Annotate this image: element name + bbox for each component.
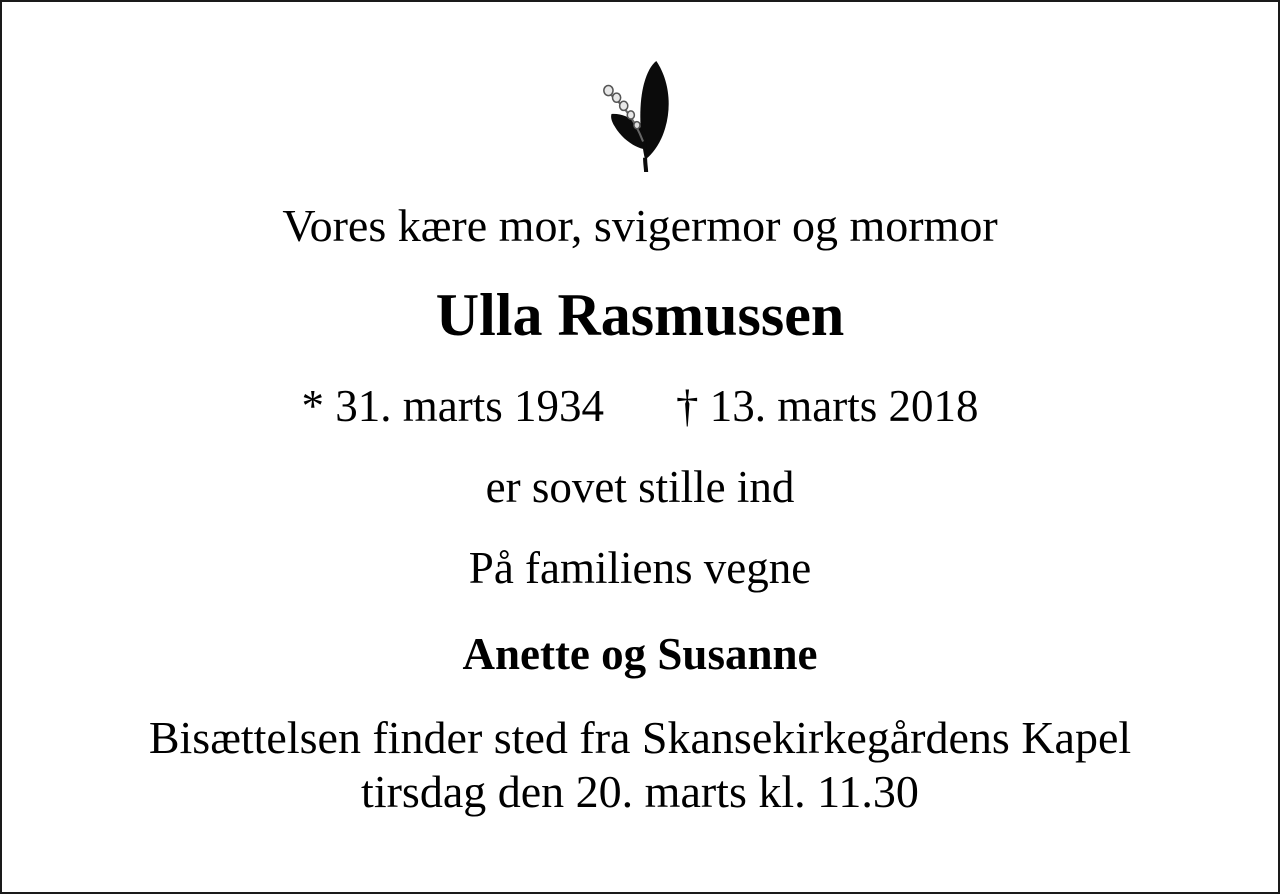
life-dates [2,379,1278,433]
intro-line: Vores kære mor, svigermor og mormor [282,200,998,251]
death-date: † 13. marts 2018 [676,381,979,432]
signatories: Anette og Susanne [462,629,818,680]
birth-date: * 31. marts 1934 [301,381,604,432]
ceremony-line-1: Bisættelsen finder sted fra Skansekirkegårdens Kapel [148,712,1132,764]
ceremony-line-2: tirsdag den 20. marts kl. 11.30 [361,766,919,818]
on-behalf-line: På familiens vegne [468,543,812,594]
deceased-name: Ulla Rasmussen [435,282,845,349]
ceremony-details [2,711,1278,820]
statement-line: er sovet stille ind [485,462,795,513]
lily-of-the-valley-icon [2,60,1278,172]
